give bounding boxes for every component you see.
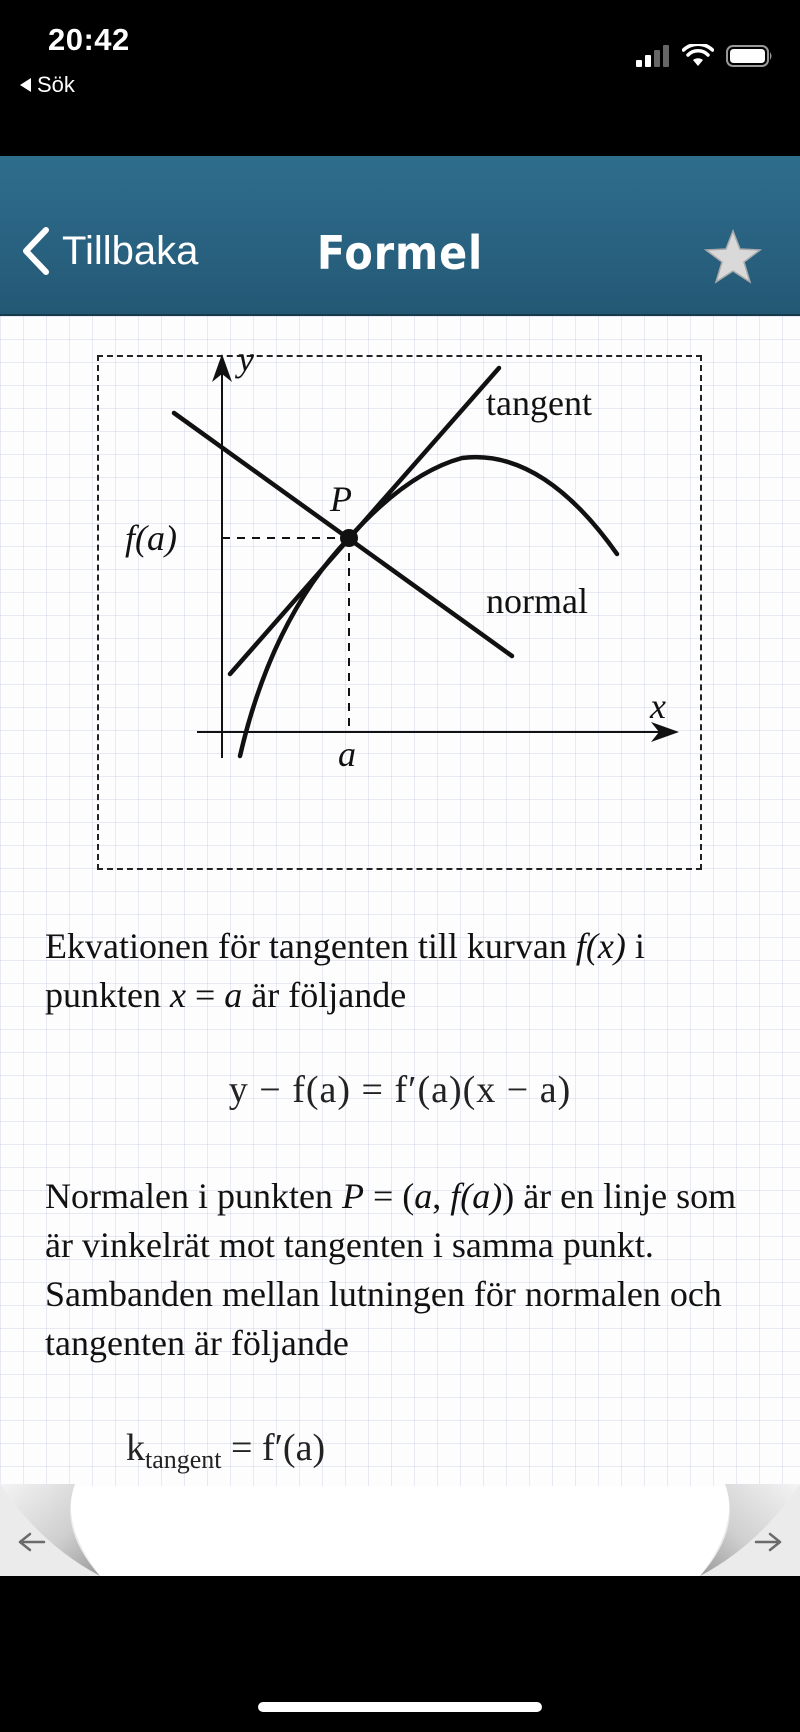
page-curl-right — [690, 1484, 800, 1576]
status-time: 20:42 — [48, 22, 130, 57]
text-span: Ekvationen för tangenten till kurvan — [45, 926, 576, 966]
formula-content — [0, 316, 800, 1486]
math-x: x — [169, 975, 186, 1015]
text-span: är följande — [242, 975, 407, 1015]
x-axis-label: x — [650, 686, 666, 726]
math-fx: f(x) — [575, 926, 626, 966]
math-fa: f(a) — [450, 1176, 503, 1216]
normal-label: normal — [486, 581, 588, 621]
back-button-label: Tillbaka — [62, 228, 199, 273]
status-bar — [0, 0, 800, 156]
back-to-app-link[interactable] — [20, 72, 75, 98]
math-rhs: = f′(a) — [221, 1427, 326, 1469]
text-span: = — [185, 975, 225, 1015]
home-indicator[interactable] — [258, 1702, 542, 1712]
tangent-normal-figure — [97, 339, 702, 870]
figure-svg — [2, 318, 800, 918]
y-axis-label: y — [238, 339, 254, 379]
previous-page-button[interactable] — [0, 1484, 110, 1576]
status-icons — [636, 44, 774, 68]
text-span: ) är en linje som är vinkelrät mot tangenten i samma punkt. Sambanden mellan lutningen för normalen och tangenten är följande — [45, 1176, 737, 1363]
tangent-equation: y − f(a) = f′(a)(x − a) — [228, 1069, 572, 1111]
math-k: k — [126, 1427, 145, 1469]
back-triangle-icon — [20, 78, 31, 92]
text-span: i punkten — [45, 926, 645, 1015]
page-curl-left — [0, 1484, 110, 1576]
back-app-label: Sök — [37, 72, 75, 97]
a-label: a — [338, 734, 356, 774]
text-span: Normalen i punkten — [45, 1176, 342, 1216]
page-title: Formel — [316, 226, 484, 280]
tangent-paragraph — [45, 922, 765, 1020]
tangent-label: tangent — [486, 383, 592, 423]
math-a: a — [414, 1176, 433, 1216]
star-icon — [704, 229, 762, 285]
point-p-label: P — [330, 479, 352, 519]
page-footer — [0, 1486, 800, 1576]
fa-label: f(a) — [125, 518, 177, 558]
battery-icon — [726, 44, 774, 68]
math-subscript: tangent — [145, 1445, 222, 1474]
text-span: = ( — [363, 1176, 415, 1216]
math-P: P — [341, 1176, 364, 1216]
wifi-icon — [682, 44, 714, 68]
math-a: a — [224, 975, 243, 1015]
signal-icon — [636, 45, 670, 67]
favorite-button[interactable] — [704, 229, 762, 290]
navigation-bar — [0, 156, 800, 316]
normal-paragraph — [45, 1172, 765, 1368]
point-p-marker — [340, 529, 358, 547]
slope-equation — [126, 1426, 325, 1475]
next-page-button[interactable] — [690, 1484, 800, 1576]
text-span: , — [432, 1176, 451, 1216]
